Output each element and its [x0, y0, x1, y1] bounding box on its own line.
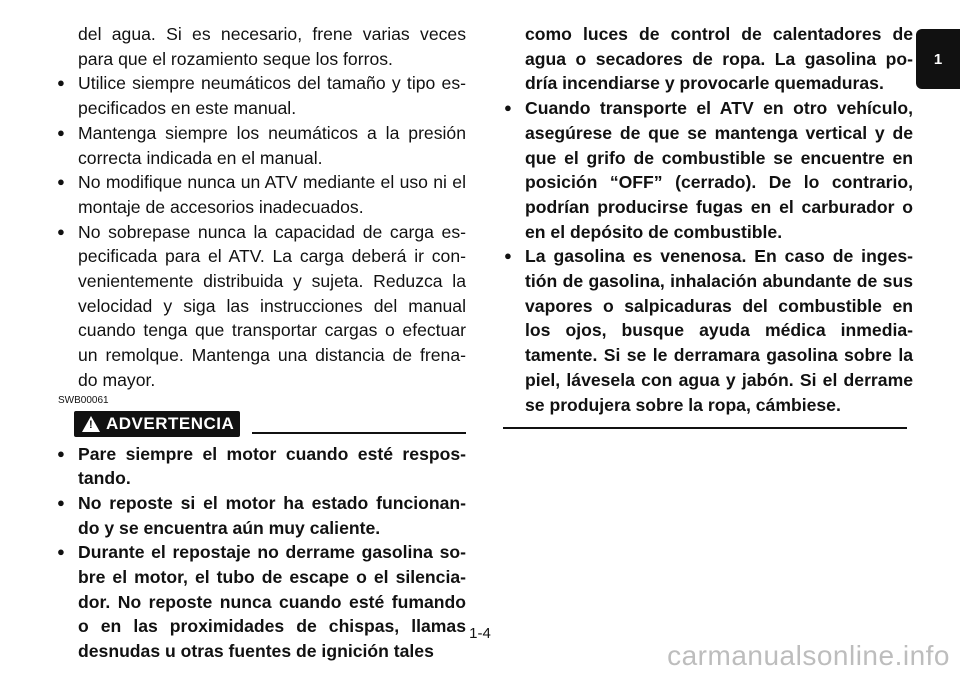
continuation-paragraph: del agua. Si es necesario, frene varias veces para que el rozamiento seque los forros. [78, 24, 466, 69]
chapter-tab: 1 [916, 29, 960, 89]
list-item: ● Mantenga siempre los neumáticos a la presión correcta indicada en el manual. [57, 122, 466, 168]
bullet-icon: ● [504, 248, 512, 264]
bullet-icon: ● [57, 544, 65, 560]
bullet-icon: ● [504, 100, 512, 116]
bullet-icon: ● [57, 75, 65, 91]
bullet-icon: ● [57, 223, 65, 239]
continuation-paragraph: como luces de control de calentadores de agua o secadores de ropa. La gasolina po-dría incendiarse y provocarle quemaduras. [525, 24, 913, 94]
warning-header [56, 409, 466, 439]
list-item: ● Utilice siempre neumáticos del tamaño y tipo es-pecificados en este manual. [57, 73, 466, 119]
list-item: ● No sobrepase nunca la capacidad de carga es-pecificada para el ATV. La carga deberá ir con-venientemente distribuida y sujeta. Reduzca la velocidad y siga las instrucciones del manual cuando tenga que transportar cargas o efectuar un remolque. Mantenga una distancia de frena-do mayor. [57, 221, 466, 390]
bullet-icon: ● [57, 494, 65, 510]
warning-label: ADVERTENCIA [106, 413, 235, 433]
bullet-icon: ● [57, 445, 65, 461]
warning-badge [74, 411, 240, 437]
list-item: ● No modifique nunca un ATV mediante el uso ni el montaje de accesorios inadecuados. [57, 172, 466, 217]
warning-code: SWB00061 [58, 394, 109, 406]
warning-item: ● Cuando transporte el ATV en otro vehículo, asegúrese de que se mantenga vertical y de que el grifo de combustible se encuentre en posición “OFF” (cerrado). De lo contrario, podrían producirse fugas en el carburador o en el depósito de combustible. [504, 98, 913, 242]
warning-item: ● Pare siempre el motor cuando esté respos-tando. [57, 443, 466, 489]
warning-item: ● No reposte si el motor ha estado funcionan-do y se encuentra aún muy caliente. [57, 492, 466, 538]
warning-item: ● Durante el repostaje no derrame gasolina so-bre el motor, el tubo de escape o el silencia-dor. No reposte nunca cuando esté fumando o en las proximidades de chispas, llamas desnudas u otras fuentes de ignición tales [57, 542, 466, 662]
warning-rule [252, 414, 466, 434]
warning-item: ● La gasolina es venenosa. En caso de inges-tión de gasolina, inhalación abundante de sus vapores o salpicaduras del combustible en los ojos, busque ayuda médica inmedia-tamente. Si se le derramara gasolina sobre la piel, lávesela con agua y jabón. Si el derrame se produjera sobre la ropa, cámbiese. [504, 246, 913, 415]
watermark: carmanualsonline.info [667, 640, 950, 671]
warning-end-rule [503, 427, 907, 429]
right-column [503, 22, 913, 429]
warning-triangle-icon: ! [82, 416, 100, 432]
page-number: 1-4 [469, 625, 491, 642]
bullet-icon: ● [57, 124, 65, 140]
bullet-icon: ● [57, 174, 65, 190]
left-column [56, 22, 466, 664]
